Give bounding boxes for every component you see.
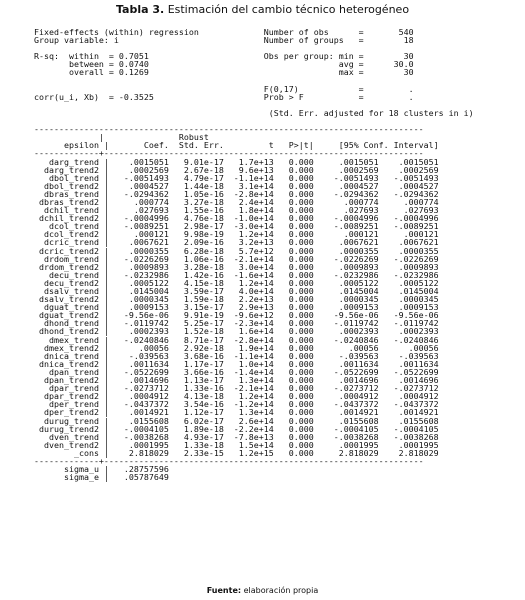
table-row: _cons | 2.818029 2.33e-15 1.2e+15 0.000 2.818029 2.818029 bbox=[34, 447, 439, 458]
table-row: dpar_trend2 | .0004912 4.13e-18 1.2e+14 0.000 .0004912 .0004912 bbox=[34, 391, 439, 402]
table-row: dven_trend2 | .0001995 1.33e-18 1.5e+14 0.000 .0001995 .0001995 bbox=[34, 439, 439, 450]
table-row: dbras_trend2 | .000774 3.27e-18 2.4e+14 0.000 .000774 .000774 bbox=[34, 196, 439, 207]
table-row: dper_trend | -.0437372 3.54e-16 -1.2e+14 0.000 -.0437372 -.0437372 bbox=[34, 399, 439, 410]
header-line: corr(u_i, Xb) = -0.3525 Prob > F = . bbox=[34, 91, 414, 102]
source-text: elaboración propia bbox=[243, 586, 319, 595]
regression-output bbox=[34, 28, 474, 481]
table-row: dhond_trend | -.0119742 5.25e-17 -2.3e+14 0.000 -.0119742 -.0119742 bbox=[34, 318, 439, 329]
table-row: darg_trend2 | .0002569 2.67e-18 9.6e+13 0.000 .0002569 .0002569 bbox=[34, 164, 439, 175]
table-title-label: Tabla 3. bbox=[115, 3, 165, 16]
table-row: dnica_trend2 | .0011634 1.17e-17 1.0e+14 0.000 .0011634 .0011634 bbox=[34, 358, 439, 369]
header-line: R-sq: within = 0.7051 Obs per group: min = 30 bbox=[34, 51, 414, 62]
header-line: Fixed-effects (within) regression Number of obs = 540 bbox=[34, 27, 414, 37]
table-row: dhond_trend2 | .0002393 1.52e-18 1.6e+14 0.000 .0002393 .0002393 bbox=[34, 326, 439, 337]
table-row: dven_trend | -.0038268 4.93e-17 -7.8e+13 0.000 -.0038268 -.0038268 bbox=[34, 431, 439, 442]
table-row: dmex_trend | -.0240846 8.71e-17 -2.8e+14 0.000 -.0240846 -.0240846 bbox=[34, 334, 439, 345]
table-row: dchil_trend2 | -.0004996 4.76e-18 -1.0e+14 0.000 -.0004996 -.0004996 bbox=[34, 213, 439, 224]
table-row: durug_trend | .0155608 6.02e-17 2.6e+14 0.000 .0155608 .0155608 bbox=[34, 415, 439, 426]
table-row: dcol_trend2 | .000121 9.98e-19 1.2e+14 0.000 .000121 .000121 bbox=[34, 229, 439, 240]
table-row: drdom_trend2 | .0009893 3.28e-18 3.0e+14 0.000 .0009893 .0009893 bbox=[34, 261, 439, 272]
header-line: between = 0.0740 avg = 30.0 bbox=[34, 59, 414, 70]
table-row: dpan_trend2 | .0014696 1.13e-17 1.3e+14 0.000 .0014696 .0014696 bbox=[34, 375, 439, 386]
header-rule: -------------+---------------------------------------------------------------- bbox=[34, 148, 424, 159]
rule-line: -------------+---------------------------------------------------------------- bbox=[34, 455, 424, 466]
header-line: Group variable: i Number of groups = 18 bbox=[34, 35, 414, 46]
header-line: overall = 0.1269 max = 30 bbox=[34, 67, 414, 78]
table-row: dbras_trend | -.0294362 1.05e-16 -2.8e+14 0.000 -.0294362 -.0294362 bbox=[34, 188, 439, 199]
table-row: dpar_trend | -.0273712 1.33e-16 -2.1e+14 0.000 -.0273712 -.0273712 bbox=[34, 383, 439, 394]
table-row: dcric_trend | .0067621 2.09e-16 3.2e+13 0.000 .0067621 .0067621 bbox=[34, 237, 439, 248]
table-row: decu_trend | -.0232986 1.42e-16 -1.6e+14 0.000 -.0232986 -.0232986 bbox=[34, 269, 439, 280]
table-row: drdom_trend | -.0226269 1.06e-16 -2.1e+14 0.000 -.0226269 -.0226269 bbox=[34, 253, 439, 264]
table-row: dguat_trend2 | -9.56e-06 9.91e-19 -9.6e+12 0.000 -9.56e-06 -9.56e-06 bbox=[34, 310, 439, 321]
column-header-robust: | Robust bbox=[34, 132, 209, 143]
table-row: dchil_trend | .027693 1.55e-16 1.8e+14 0.000 .027693 .027693 bbox=[34, 205, 439, 216]
clusters-note: (Std. Err. adjusted for 18 clusters in i) bbox=[34, 107, 474, 118]
source-label: Fuente: bbox=[206, 586, 242, 595]
table-row: dbol_trend | -.0051493 4.79e-17 -1.1e+14 0.000 -.0051493 -.0051493 bbox=[34, 172, 439, 183]
table-row: decu_trend2 | .0005122 4.15e-18 1.2e+14 0.000 .0005122 .0005122 bbox=[34, 277, 439, 288]
table-row: darg_trend | .0015051 9.01e-17 1.7e+13 0.000 .0015051 .0015051 bbox=[34, 156, 439, 167]
table-row: dmex_trend2 | .00056 2.92e-18 1.9e+14 0.000 .00056 .00056 bbox=[34, 342, 439, 353]
table-row: dbol_trend2 | .0004527 1.44e-18 3.1e+14 0.000 .0004527 .0004527 bbox=[34, 180, 439, 191]
rule-line: ------------------------------------------------------------------------------ bbox=[34, 124, 424, 135]
table-row: dsalv_trend | .0145004 3.59e-17 4.0e+14 0.000 .0145004 .0145004 bbox=[34, 286, 439, 296]
table-row: dpan_trend | -.0522699 3.66e-16 -1.4e+14 0.000 -.0522699 -.0522699 bbox=[34, 366, 439, 377]
table-title bbox=[0, 3, 525, 16]
table-row: durug_trend2 | -.0004105 1.89e-18 -2.2e+14 0.000 -.0004105 -.0004105 bbox=[34, 423, 439, 434]
sigma-row: sigma_e | .05787649 bbox=[34, 472, 169, 483]
table-row: dcol_trend | -.0089251 2.98e-17 -3.0e+14 0.000 -.0089251 -.0089251 bbox=[34, 221, 439, 232]
source-note bbox=[0, 586, 525, 595]
table-title-text: Estimación del cambio técnico heterogéneo bbox=[167, 3, 410, 16]
column-header: epsilon | Coef. Std. Err. t P>|t| [95% Conf. Interval] bbox=[34, 140, 439, 151]
sigma-row: sigma_u | .28757596 bbox=[34, 464, 169, 475]
table-row: dsalv_trend2 | .0000345 1.59e-18 2.2e+13 0.000 .0000345 .0000345 bbox=[34, 294, 439, 305]
table-row: dnica_trend | -.039563 3.68e-16 -1.1e+14 0.000 -.039563 -.039563 bbox=[34, 350, 439, 361]
table-row: dguat_trend | .0009153 3.15e-17 2.9e+13 0.000 .0009153 .0009153 bbox=[34, 302, 439, 313]
table-row: dper_trend2 | .0014921 1.12e-17 1.3e+14 0.000 .0014921 .0014921 bbox=[34, 407, 439, 418]
table-row: dcric_trend2 | .0000355 6.28e-18 5.7e+12 0.000 .0000355 .0000355 bbox=[34, 245, 439, 256]
header-line: F(0,17) = . bbox=[34, 83, 414, 94]
